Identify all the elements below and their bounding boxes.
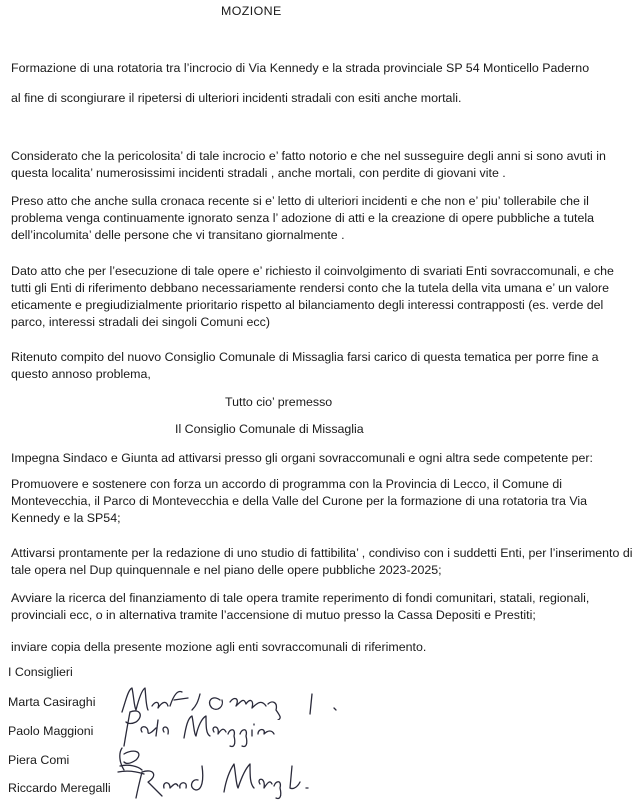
subject-line-1: Formazione di una rotatoria tra l’incrocio di Via Kennedy e la strada provinciale SP 54 Monticello Paderno (11, 61, 590, 75)
action-item-3 (11, 590, 633, 624)
paragraph-text: Ritenuto compito del nuovo Consiglio Comunale di Missaglia farsi carico di questa tematica per porre fine a questo annoso problema, (11, 350, 599, 381)
paragraph-text: inviare copia della presente mozione agli enti sovraccomunali di riferimento. (11, 640, 427, 654)
signer-name: Piera Comi (8, 753, 70, 767)
signer-name: Marta Casiraghi (8, 695, 96, 709)
paragraph-text: Impegna Sindaco e Giunta ad attivarsi presso gli organi sovraccomunali e ogni altra sede competente per: (11, 451, 594, 465)
paragraph-text: Dato atto che per l’esecuzione di tale opere e’ richiesto il coinvolgimento di svariati Enti sovraccomunali, e che tutti gli Enti di riferimento debbano necessariamente rendersi conto che la tutela della vita umana e’ un valore eticamente e pregiudizialmente prioritario rispetto al bilanciamento degli interessi contrapposti (es. verde del parco, interessi stradali dei singoli Comuni ecc) (11, 264, 614, 329)
action-item-2 (11, 545, 633, 579)
signer-name: Riccardo Meregalli (8, 781, 111, 795)
action-item-1 (11, 476, 633, 527)
considerato-paragraph (11, 148, 633, 182)
subject-block (11, 60, 633, 107)
preso-atto-paragraph (11, 193, 633, 244)
dato-atto-paragraph (11, 263, 633, 331)
council-line: Il Consiglio Comunale di Missaglia (175, 422, 364, 436)
signature-riccardo-meregalli (132, 758, 332, 800)
paragraph-text: Promuovere e sostenere con forza un accordo di programma con la Provincia di Lecco, il Comune di Montevecchia, il Parco di Montevecchia e della Valle del Curone per la formazione di una rotatoria tra Via Kennedy e la SP54; (11, 477, 588, 525)
paragraph-text: Considerato che la pericolosita’ di tale incrocio e’ fatto notorio e che nel susseguire degli anni si sono avuti in questa localita’ numerosissimi incidenti stradali , anche mortali, con perdite di giovani vite . (11, 149, 606, 180)
paragraph-text: Avviare la ricerca del finanziamento di tale opera tramite reperimento di fondi comunitari, statali, regionali, provinciali ecc, o in alternativa tramite l’accensione di mutuo presso la Cassa Depositi e Prestiti; (11, 591, 590, 622)
paragraph-text: Preso atto che anche sulla cronaca recente si e’ letto di ulteriori incidenti e che non e’ piu’ tollerabile che il problema venga continuamente ignorato senza l’ adozione di atti e la creazione di opere pubbliche a tutela dell’incolumita’ delle persone che vi transitano giornalmente . (11, 194, 594, 242)
signers-heading: I Consiglieri (8, 665, 73, 679)
impegna-line (11, 450, 633, 467)
signature-paolo-maggioni (118, 706, 278, 748)
signer-name: Paolo Maggioni (8, 724, 94, 738)
premessa-line: Tutto cio’ premesso (225, 395, 333, 409)
paragraph-text: Attivarsi prontamente per la redazione di uno studio di fattibilita’ , condiviso con i suddetti Enti, per l’inserimento di tale opera nel Dup quinquennale e nel piano delle opere pubbliche 2023-2025; (11, 546, 633, 577)
subject-line-2: al fine di scongiurare il ripetersi di ulteriori incidenti stradali con esiti anche mortali. (11, 91, 462, 105)
action-item-4 (11, 639, 633, 656)
ritenuto-paragraph (11, 349, 633, 383)
document-title: MOZIONE (221, 4, 282, 18)
